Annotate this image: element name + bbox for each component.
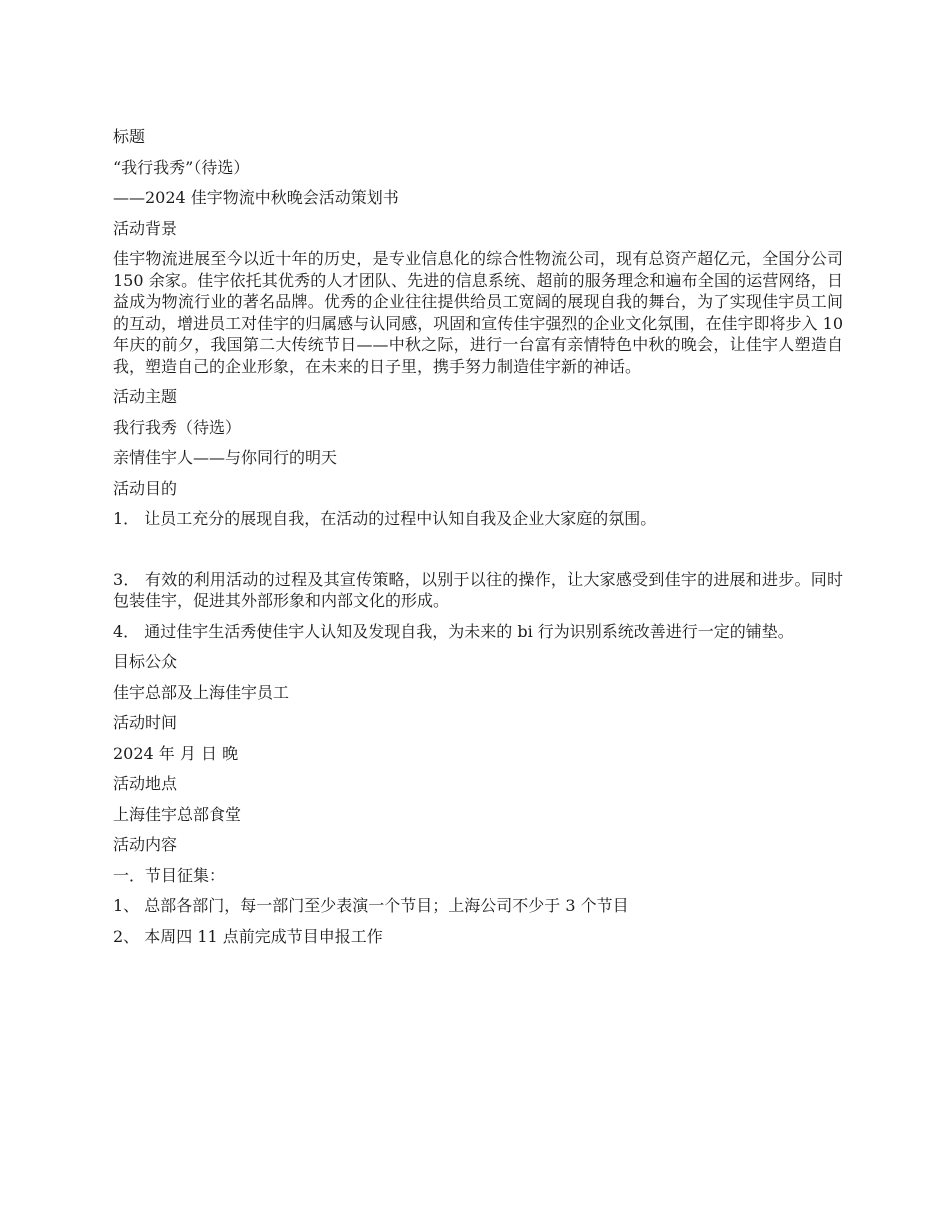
section-heading-time: 活动时间 xyxy=(113,713,178,732)
section-heading-purpose: 活动目的 xyxy=(113,478,178,498)
location-text: 上海佳宇总部食堂 xyxy=(113,804,242,824)
section-heading-content: 活动内容 xyxy=(113,835,178,854)
audience-text: 佳宇总部及上海佳宇员工 xyxy=(113,682,290,702)
section-heading-location: 活动地点 xyxy=(113,774,178,793)
purpose-item-4: 4． 通过佳宇生活秀使佳宇人认知及发现自我，为未来的 bi 行为识别系统改善进行一定的铺垫。 xyxy=(113,621,794,641)
time-text: 2024 年 月 日 晚 xyxy=(113,743,239,763)
background-paragraph: 佳宇物流进展至今以近十年的历史，是专业信息化的综合性物流公司，现有总资产超亿元，全国分公司 150 余家。佳宇依托其优秀的人才团队、先进的信息系统、超前的服务理念和遍布全国的运营网络，日益成为物流行业的著名品牌。优秀的企业往往提供给员工宽阔的展现自我的舞台，为了实现佳宇员工间的互动，增进员工对佳宇的归属感与认同感，巩固和宣传佳宇强烈的企业文化氛围，在佳宇即将步入 10 年庆的前夕，我国第二大传统节日——中秋之际，进行一台富有亲情特色中秋的晚会，让佳宇人塑造自我，塑造自己的企业形象，在未来的日子里，携手努力制造佳宇新的神话。 xyxy=(113,249,849,376)
purpose-item-3: 3． 有效的利用活动的过程及其宣传策略，以别于以往的操作，让大家感受到佳宇的进展和进步。同时包装佳宇，促进其外部形象和内部文化的形成。 xyxy=(113,569,843,610)
doc-subtitle: ——2024 佳宇物流中秋晚会活动策划书 xyxy=(113,188,399,207)
content-item-1: 1、 总部各部门，每一部门至少表演一个节目；上海公司不少于 3 个节目 xyxy=(113,896,629,915)
blank-gap xyxy=(113,539,843,569)
doc-title: “我行我秀”（待选） xyxy=(113,157,250,177)
doc-label-title: 标题 xyxy=(113,127,146,146)
theme-line-2: 亲情佳宇人——与你同行的明天 xyxy=(113,448,338,467)
content-item-2: 2、 本周四 11 点前完成节目申报工作 xyxy=(113,926,383,946)
content-subheading-1: 一．节目征集： xyxy=(113,865,226,885)
section-heading-theme: 活动主题 xyxy=(113,387,178,406)
theme-line-1: 我行我秀（待选） xyxy=(113,417,242,437)
section-heading-background: 活动背景 xyxy=(113,218,178,238)
document-page xyxy=(113,126,849,956)
purpose-item-1: 1． 让员工充分的展现自我，在活动的过程中认知自我及企业大家庭的氛围。 xyxy=(113,509,657,528)
section-heading-audience: 目标公众 xyxy=(113,652,178,671)
